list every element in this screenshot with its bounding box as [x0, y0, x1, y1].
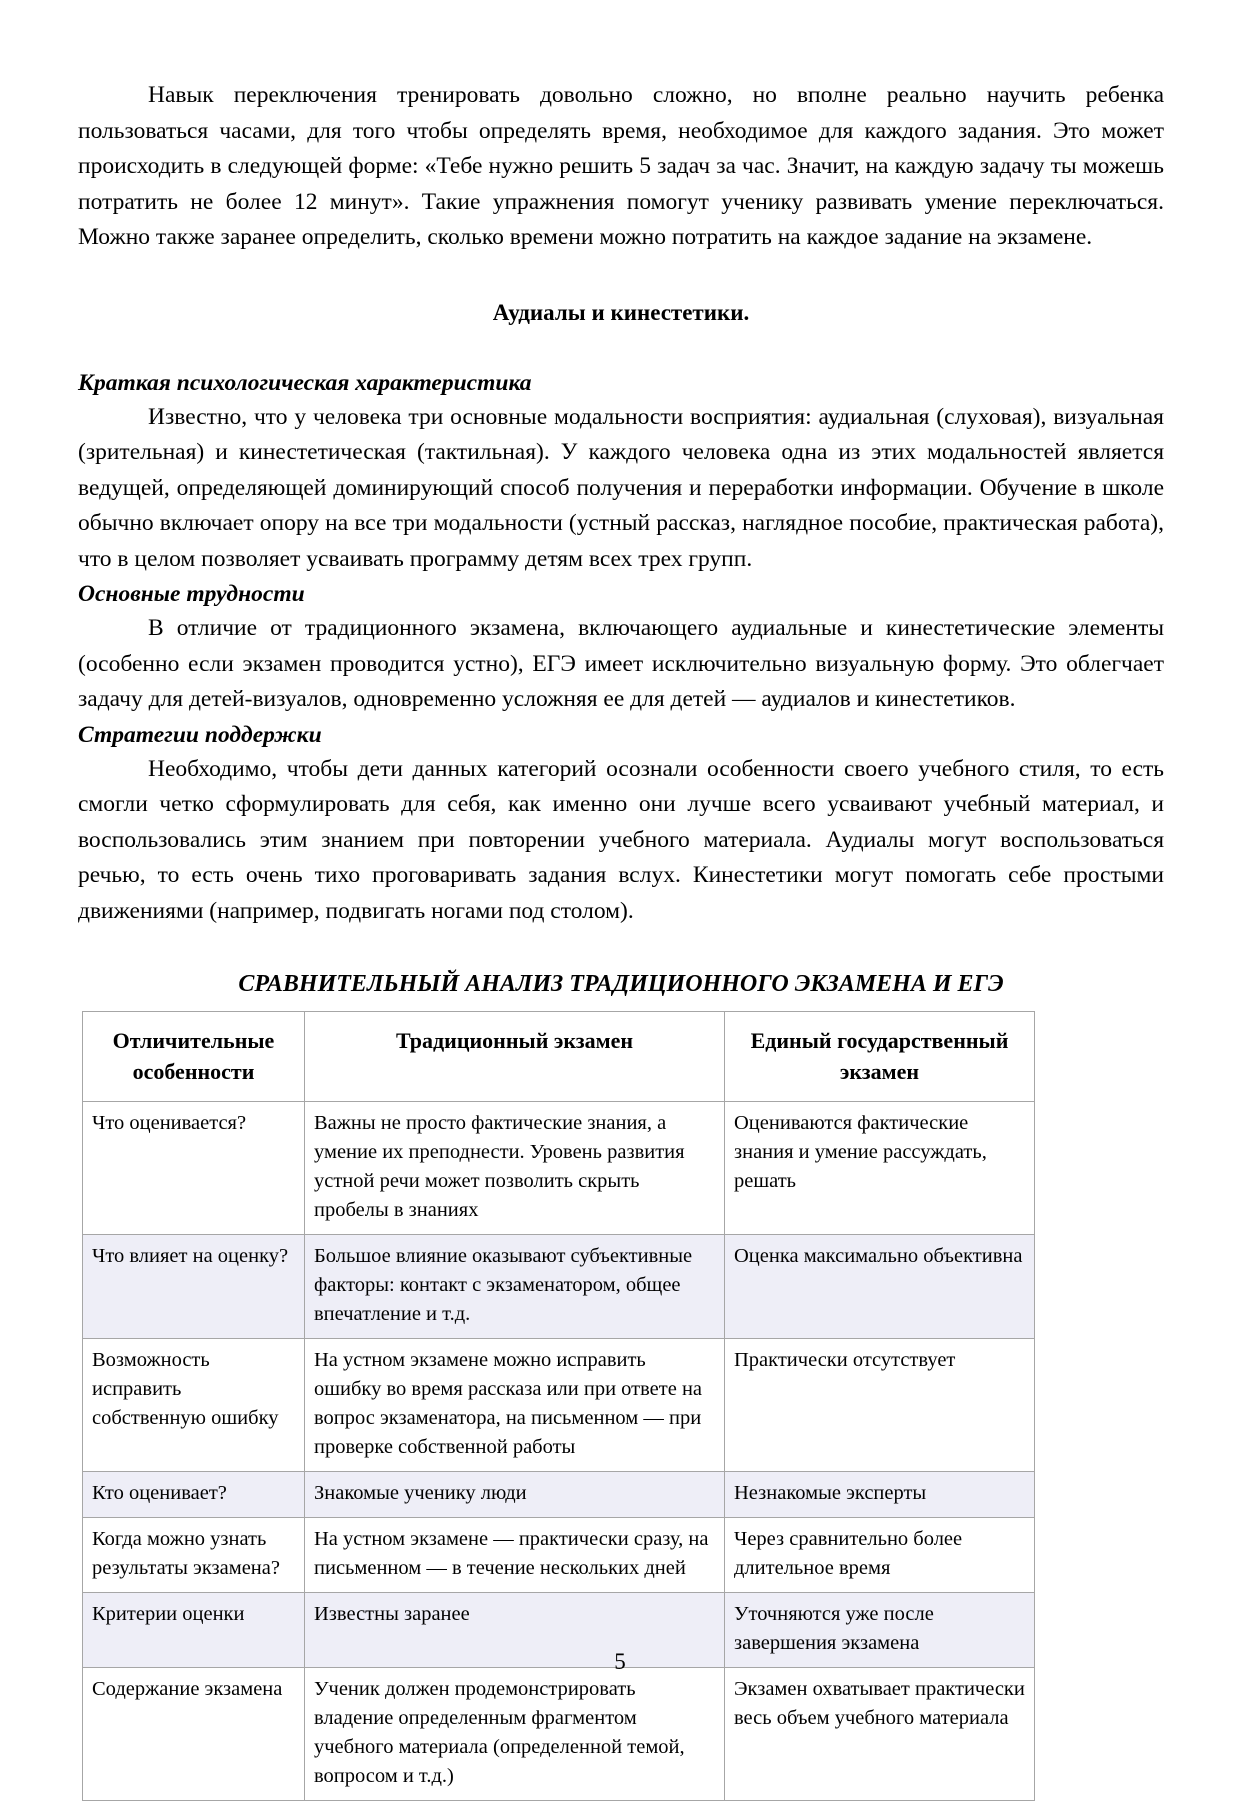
comparison-table-title: СРАВНИТЕЛЬНЫЙ АНАЛИЗ ТРАДИЦИОННОГО ЭКЗАМЕНА И ЕГЭ: [238, 971, 1004, 997]
subheading-support-strategies: Стратегии поддержки: [78, 721, 322, 748]
cell-traditional: На устном экзамене можно исправить ошибку во время рассказа или при ответе на вопрос экзаменатора, на письменном — при проверке собственной работы: [305, 1339, 725, 1472]
table-header-feature: Отличительные особенности: [83, 1012, 305, 1102]
subheading-brief-characteristic: Краткая психологическая характеристика: [78, 369, 532, 396]
table-row: [83, 1668, 1035, 1801]
cell-ege: Оценка максимально объективна: [725, 1235, 1035, 1339]
cell-feature: Критерии оценки: [83, 1593, 305, 1668]
cell-feature: Содержание экзамена: [83, 1668, 305, 1801]
paragraph-main-difficulties: В отличие от традиционного экзамена, включающего аудиальные и кинестетические элементы (особенно если экзамен проводится устно), ЕГЭ имеет исключительно визуальную форму. Это облегчает задачу для детей-визуалов, одновременно усложняя ее для детей — аудиалов и кинестетиков.: [78, 615, 1164, 712]
cell-traditional: Знакомые ученику люди: [305, 1472, 725, 1518]
table-header-ege: Единый государственный экзамен: [725, 1012, 1035, 1102]
subheading-main-difficulties: Основные трудности: [78, 581, 305, 607]
table-row: [83, 1235, 1035, 1339]
cell-traditional: Большое влияние оказывают субъективные факторы: контакт с экзаменатором, общее впечатление и т.д.: [305, 1235, 725, 1339]
page-number: 5: [614, 1649, 626, 1674]
table-row: [83, 1472, 1035, 1518]
cell-ege: Экзамен охватывает практически весь объем учебного материала: [725, 1668, 1035, 1801]
paragraph-brief-characteristic: Известно, что у человека три основные модальности восприятия: аудиальная (слуховая), визуальная (зрительная) и кинестетическая (тактильная). У каждого человека одна из этих модальностей является ведущей, определяющей доминирующий способ получения и переработки информации. Обучение в школе обычно включает опору на все три модальности (устный рассказ, наглядное пособие, практическая работа), что в целом позволяет усваивать программу детям всех трех групп.: [78, 403, 1164, 572]
table-row: [83, 1102, 1035, 1235]
table-header-traditional: Традиционный экзамен: [305, 1012, 725, 1102]
cell-traditional: Важны не просто фактические знания, а умение их преподнести. Уровень развития устной речи может позволить скрыть пробелы в знаниях: [305, 1102, 725, 1235]
cell-ege: Уточняются уже после завершения экзамена: [725, 1593, 1035, 1668]
table-header-row: [83, 1012, 1035, 1102]
comparison-table: [82, 1011, 1035, 1801]
cell-traditional: На устном экзамене — практически сразу, на письменном — в течение нескольких дней: [305, 1518, 725, 1593]
cell-ege: Незнакомые эксперты: [725, 1472, 1035, 1518]
cell-traditional: Ученик должен продемонстрировать владение определенным фрагментом учебного материала (определенной темой, вопросом и т.д.): [305, 1668, 725, 1801]
table-row: [83, 1339, 1035, 1472]
cell-traditional: Известны заранее: [305, 1593, 725, 1668]
cell-feature: Что оценивается?: [83, 1102, 305, 1235]
cell-ege: Через сравнительно более длительное время: [725, 1518, 1035, 1593]
cell-feature: Что влияет на оценку?: [83, 1235, 305, 1339]
cell-ege: Практически отсутствует: [725, 1339, 1035, 1472]
cell-feature: Возможность исправить собственную ошибку: [83, 1339, 305, 1472]
table-row: [83, 1518, 1035, 1593]
table-body: [83, 1102, 1035, 1801]
cell-feature: Кто оценивает?: [83, 1472, 305, 1518]
intro-paragraph: Навык переключения тренировать довольно сложно, но вполне реально научить ребенка пользоваться часами, для того чтобы определять время, необходимое для каждого задания. Это может происходить в следующей форме: «Тебе нужно решить 5 задач за час. Значит, на каждую задачу ты можешь потратить не более 12 минут». Такие упражнения помогут ученику развивать умение переключаться. Можно также заранее определить, сколько времени можно потратить на каждое задание на экзамене.: [78, 82, 1164, 250]
cell-ege: Оцениваются фактические знания и умение рассуждать, решать: [725, 1102, 1035, 1235]
paragraph-support-strategies: Необходимо, чтобы дети данных категорий осознали особенности своего учебного стиля, то есть смогли четко сформулировать для себя, как именно они лучше всего усваивают учебный материал, и воспользовались этим знанием при повторении учебного материала. Аудиалы могут воспользоваться речью, то есть очень тихо проговаривать задания вслух. Кинестетики могут помогать себе простыми движениями (например, подвигать ногами под столом).: [78, 755, 1164, 924]
section-heading: Аудиалы и кинестетики.: [492, 299, 750, 325]
cell-feature: Когда можно узнать результаты экзамена?: [83, 1518, 305, 1593]
